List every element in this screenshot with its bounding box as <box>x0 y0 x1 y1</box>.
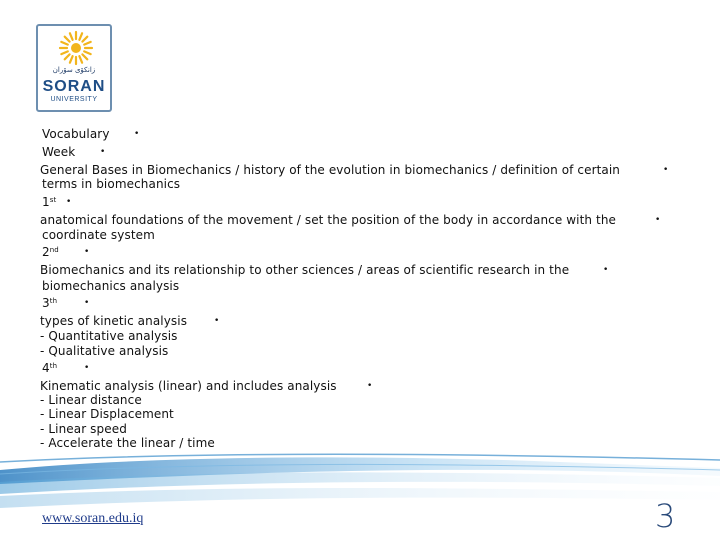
text-line: - Linear speed <box>40 422 127 436</box>
logo-arabic-text: زانکۆی سۆران <box>52 66 96 74</box>
page-number: 3 <box>655 497 676 535</box>
text-line: General Bases in Biomechanics / history of the evolution in biomechanics / definition of certain <box>40 163 621 177</box>
website-link[interactable]: www.soran.edu.iq <box>42 511 144 526</box>
week-number: 2nd <box>42 245 59 259</box>
bullet: • <box>66 197 72 207</box>
bullet: • <box>84 247 90 257</box>
bullet: • <box>603 265 609 275</box>
week-number: 4th <box>42 361 58 375</box>
text-line: Kinematic analysis (linear) and includes analysis <box>40 379 337 393</box>
bullet: • <box>655 215 661 225</box>
bullet: • <box>84 363 90 373</box>
bullet: • <box>663 165 669 175</box>
text-line: Week <box>42 145 76 159</box>
bullet: • <box>367 381 373 391</box>
week-number: 3th <box>42 296 58 310</box>
bullet: • <box>84 298 90 308</box>
logo-name: SORAN <box>42 78 106 95</box>
text-line: - Qualitative analysis <box>40 344 169 358</box>
bullet: • <box>214 316 220 326</box>
text-line: biomechanics analysis <box>42 279 180 293</box>
text-line: terms in biomechanics <box>42 177 181 191</box>
bullet: • <box>134 129 140 139</box>
text-line: - Linear distance <box>40 393 142 407</box>
text-line: Vocabulary <box>42 127 110 141</box>
text-line: types of kinetic analysis <box>40 314 188 328</box>
text-line: - Accelerate the linear / time <box>40 436 215 450</box>
text-line: Biomechanics and its relationship to other sciences / areas of scientific research in the <box>40 263 570 277</box>
text-line: - Quantitative analysis <box>40 329 178 343</box>
week-number: 1st <box>42 195 57 209</box>
text-line: coordinate system <box>42 228 155 242</box>
text-line: - Linear Displacement <box>40 407 174 421</box>
logo-subtitle: UNIVERSITY <box>50 96 98 103</box>
text-line: anatomical foundations of the movement / set the position of the body in accordance with the <box>40 213 617 227</box>
bullet: • <box>100 147 106 157</box>
